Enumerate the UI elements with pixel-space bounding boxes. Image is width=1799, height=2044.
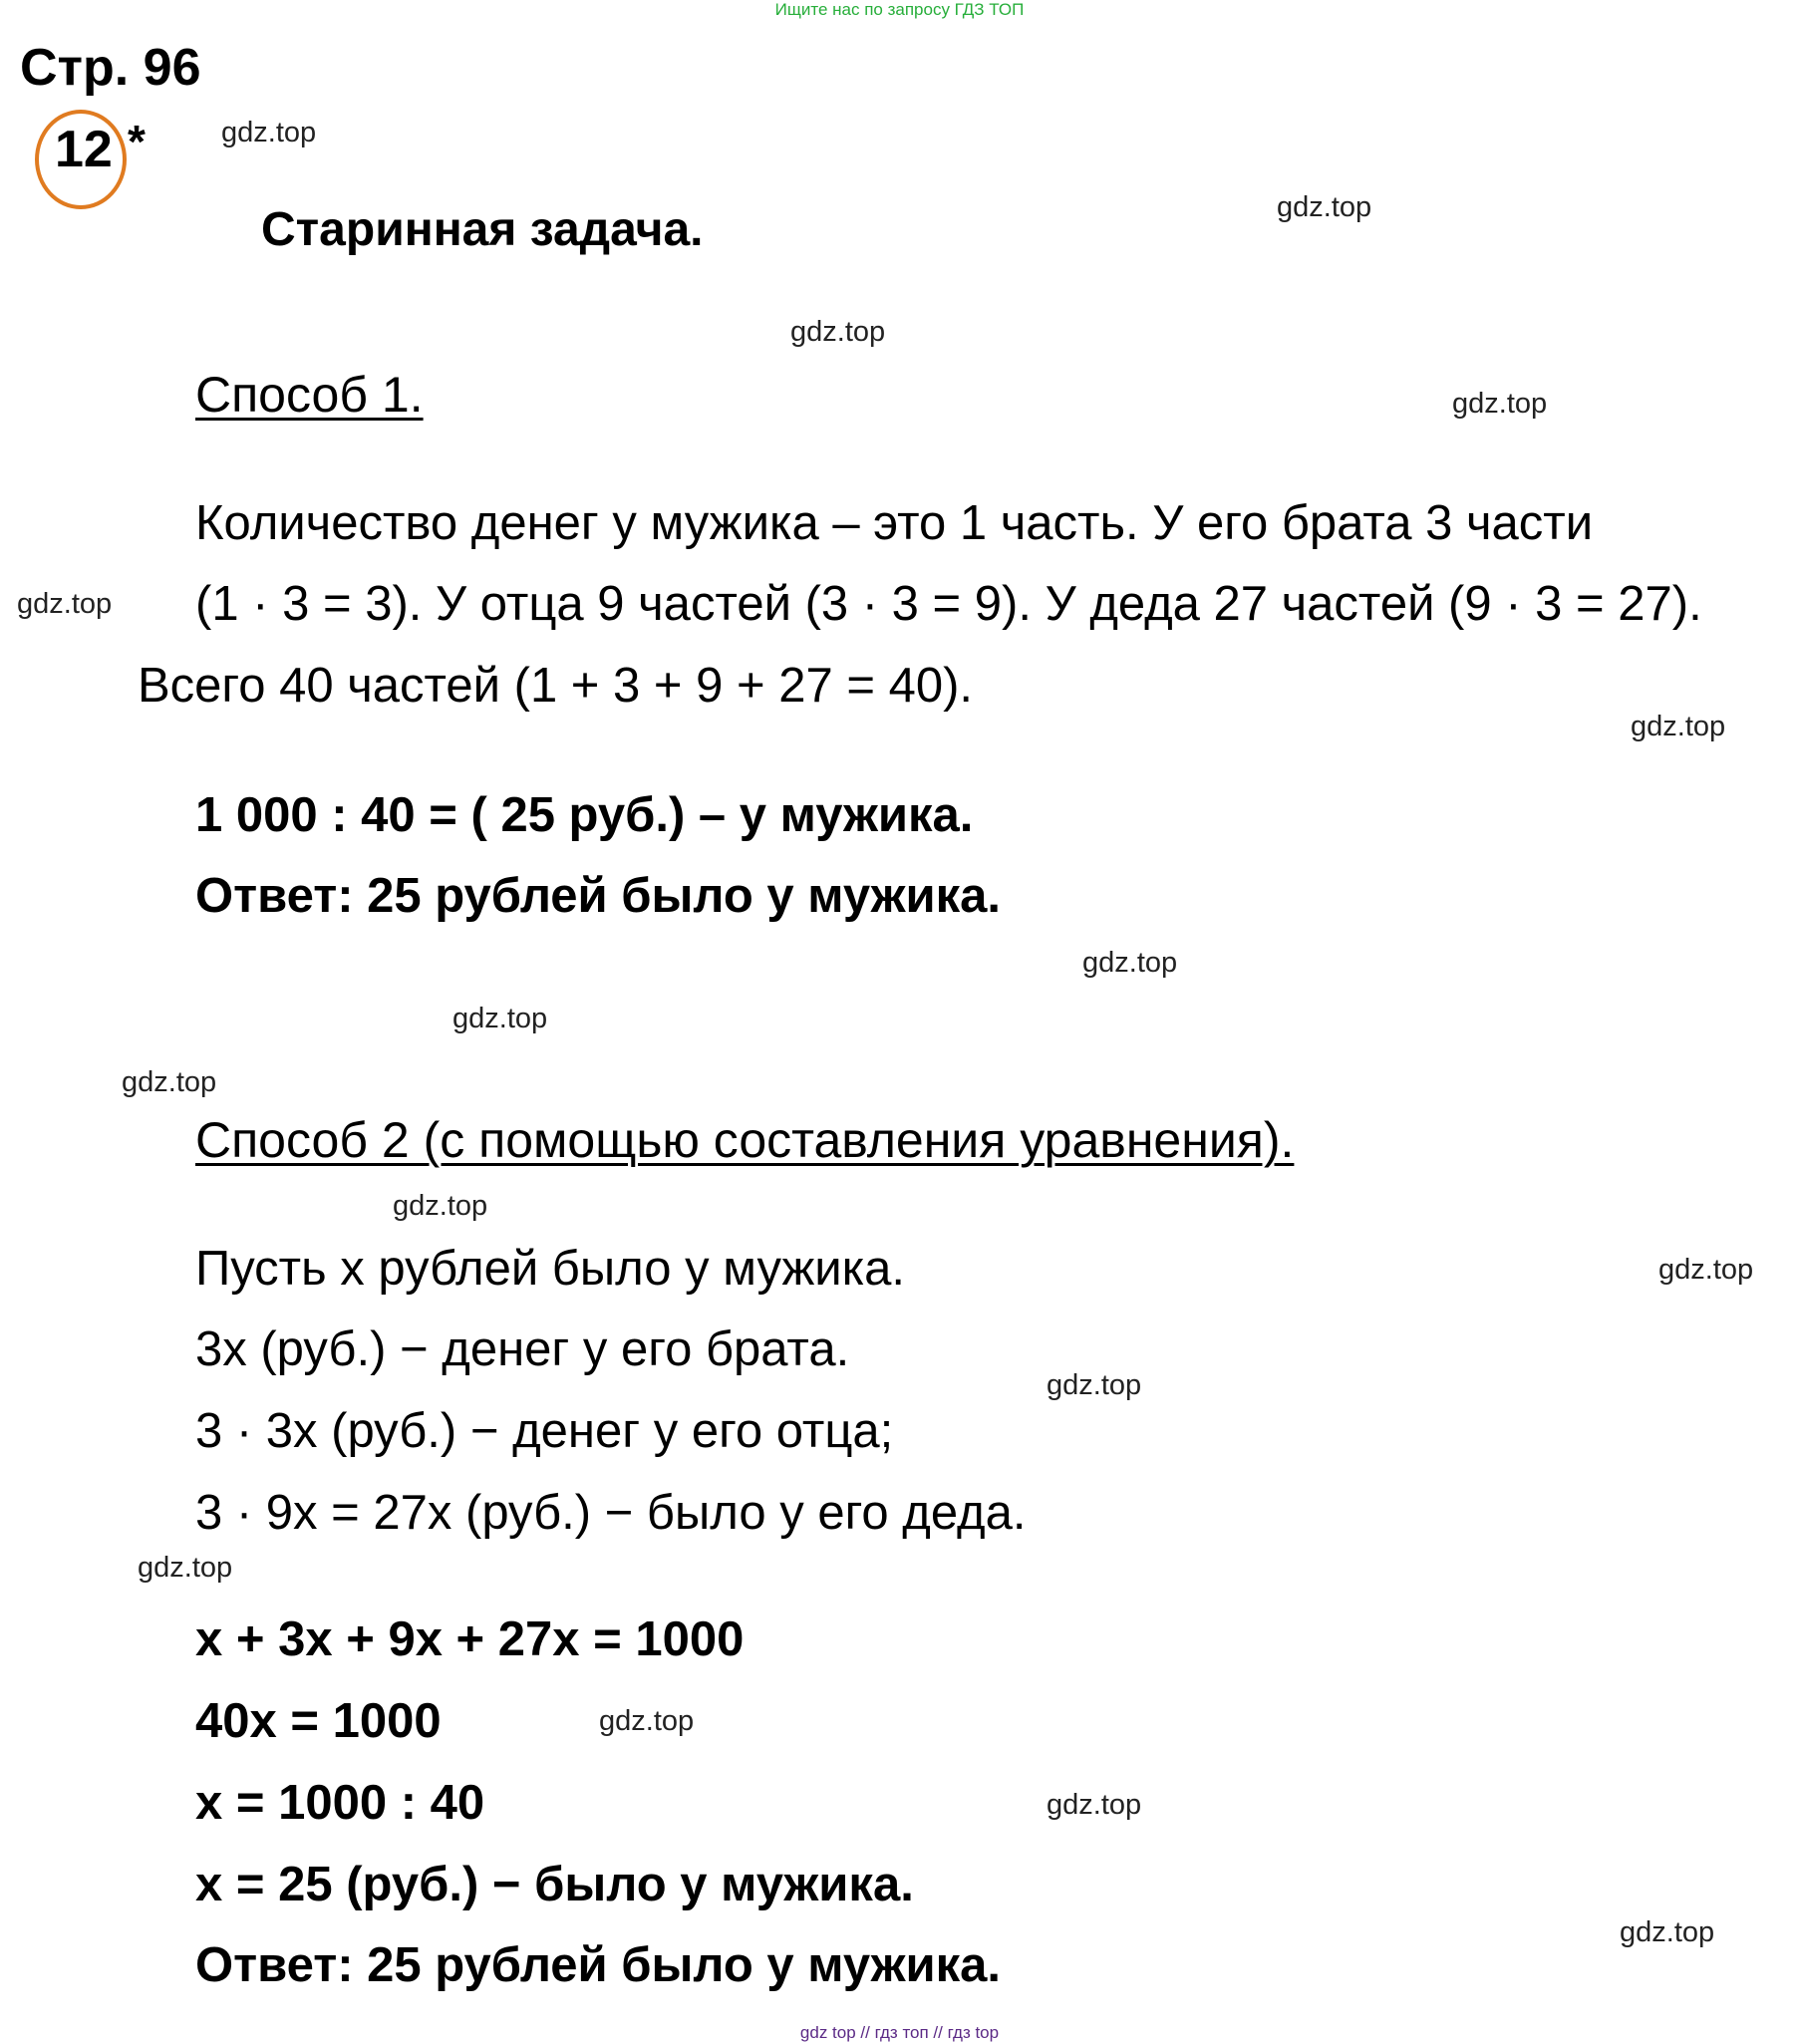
- method2-equation-4: x = 25 (руб.) − было у мужика.: [195, 1858, 914, 1911]
- method2-title: Способ 2 (с помощью составления уравнения).: [195, 1112, 1295, 1168]
- watermark: gdz.top: [393, 1190, 488, 1222]
- watermark: gdz.top: [1277, 191, 1372, 223]
- watermark: gdz.top: [138, 1552, 233, 1584]
- watermark: gdz.top: [1452, 388, 1548, 420]
- watermark: gdz.top: [1082, 947, 1178, 979]
- footer-links: gdz top // гдз топ // гдз top: [799, 2023, 1000, 2042]
- method1-answer: Ответ: 25 рублей было у мужика.: [195, 869, 1001, 923]
- watermark: gdz.top: [1047, 1789, 1142, 1821]
- method1-line-1: Количество денег у мужика – это 1 часть. У его брата 3 части: [195, 496, 1594, 550]
- method2-answer: Ответ: 25 рублей было у мужика.: [195, 1938, 1001, 1992]
- method2-equation-2: 40x = 1000: [195, 1694, 442, 1748]
- top-banner: Ищите нас по запросу ГДЗ ТОП: [774, 0, 1025, 19]
- watermark: gdz.top: [17, 588, 113, 620]
- method1-title: Способ 1.: [195, 367, 424, 423]
- watermark: gdz.top: [122, 1066, 217, 1098]
- task-number: 12: [55, 121, 113, 178]
- page-title: Стр. 96: [20, 39, 201, 97]
- method2-line-1: Пусть x рублей было у мужика.: [195, 1242, 906, 1296]
- watermark: gdz.top: [1631, 711, 1726, 742]
- watermark: gdz.top: [452, 1003, 548, 1034]
- watermark: gdz.top: [790, 316, 886, 348]
- method2-equation-1: x + 3x + 9x + 27x = 1000: [195, 1612, 745, 1666]
- watermark: gdz.top: [221, 117, 317, 148]
- watermark: gdz.top: [1620, 1916, 1715, 1948]
- method1-line-2: (1 · 3 = 3). У отца 9 частей (3 · 3 = 9). У деда 27 частей (9 · 3 = 27).: [195, 577, 1702, 631]
- method1-line-3: Всего 40 частей (1 + 3 + 9 + 27 = 40).: [138, 659, 974, 713]
- method2-equation-3: x = 1000 : 40: [195, 1776, 485, 1830]
- watermark: gdz.top: [1047, 1369, 1142, 1401]
- method2-line-2: 3x (руб.) − денег у его брата.: [195, 1322, 850, 1376]
- method2-line-3: 3 · 3x (руб.) − денег у его отца;: [195, 1404, 894, 1458]
- task-star: *: [128, 116, 146, 167]
- watermark: gdz.top: [1658, 1254, 1754, 1286]
- method1-calc: 1 000 : 40 = ( 25 руб.) – у мужика.: [195, 788, 974, 842]
- task-heading: Старинная задача.: [261, 203, 704, 256]
- method2-line-4: 3 · 9x = 27x (руб.) − было у его деда.: [195, 1486, 1027, 1540]
- watermark: gdz.top: [599, 1705, 695, 1737]
